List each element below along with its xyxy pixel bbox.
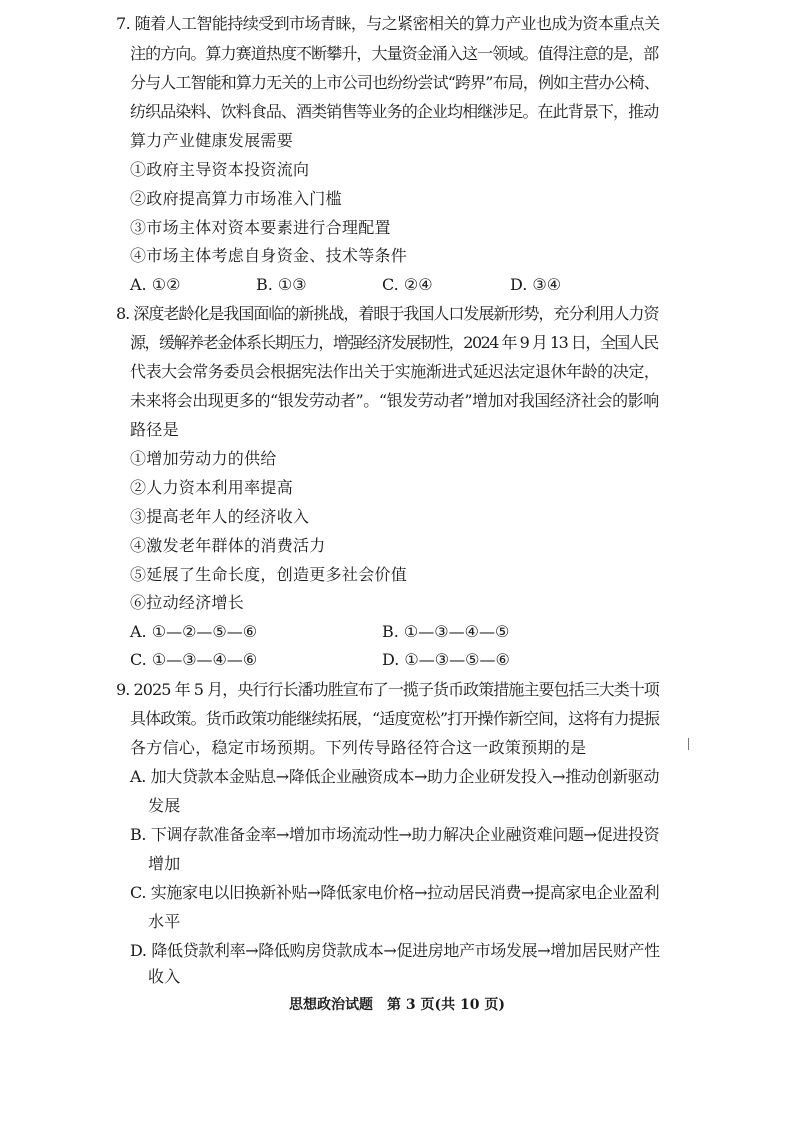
q9-option-a-line-1: A. 加大贷款本金贴息→降低企业融资成本→助力企业研发投入→推动创新驱动 [130, 767, 660, 786]
q8-line-1: 8. 深度老龄化是我国面临的新挑战，着眼于我国人口发展新形势，充分利用人力资 [116, 304, 659, 323]
q7-line-5: 算力产业健康发展需要 [130, 131, 294, 150]
q8-item-1: ①增加劳动力的供给 [130, 449, 277, 468]
q8-option-d[interactable]: D. ①—③—⑤—⑥ [382, 650, 510, 669]
q7-item-4: ④市场主体考虑自身资金、技术等条件 [130, 246, 408, 265]
q7-option-d[interactable]: D. ③④ [510, 275, 562, 294]
q7-item-1: ①政府主导资本投资流向 [130, 160, 310, 179]
q7-option-a[interactable]: A. ①② [130, 275, 181, 294]
q9-line-1: 9. 2025 年 5 月，央行行长潘功胜宣布了一揽子货币政策措施主要包括三大类十项 [116, 680, 659, 699]
q7-line-2: 注的方向。算力赛道热度不断攀升，大量资金涌入这一领域。值得注意的是，部 [130, 44, 659, 63]
margin-mark [688, 738, 689, 750]
q9-line-2: 具体政策。货币政策功能继续拓展，“适度宽松”打开操作新空间，这将有力提振 [130, 709, 659, 728]
q9-option-d-line-2: 收入 [148, 967, 181, 986]
q8-option-a[interactable]: A. ①—②—⑤—⑥ [130, 622, 258, 641]
q9-option-b-line-2: 增加 [148, 854, 181, 873]
q8-line-5: 路径是 [130, 420, 179, 439]
page-footer: 思想政治试题 第 3 页(共 10 页) [289, 997, 505, 1013]
q7-option-b[interactable]: B. ①③ [256, 275, 307, 294]
q7-item-2: ②政府提高算力市场准入门槛 [130, 189, 342, 208]
q8-item-2: ②人力资本利用率提高 [130, 478, 294, 497]
q9-line-3: 各方信心，稳定市场预期。下列传导路径符合这一政策预期的是 [130, 738, 587, 757]
q8-line-2: 源，缓解养老金体系长期压力，增强经济发展韧性，2024 年 9 月 13 日，全国人民 [130, 333, 658, 352]
q8-line-3: 代表大会常务委员会根据宪法作出关于实施渐进式延迟法定退休年龄的决定， [130, 362, 660, 381]
q9-option-a-line-2: 发展 [148, 796, 181, 815]
q9-option-c-line-1: C. 实施家电以旧换新补贴→降低家电价格→拉动居民消费→提高家电企业盈利 [130, 883, 660, 902]
q8-item-3: ③提高老年人的经济收入 [130, 507, 310, 526]
q8-line-4: 未来将会出现更多的“银发劳动者”。“银发劳动者”增加对我国经济社会的影响 [130, 391, 659, 410]
q8-option-c[interactable]: C. ①—③—④—⑥ [130, 650, 258, 669]
q9-option-d-line-1: D. 降低贷款利率→降低购房贷款成本→促进房地产市场发展→增加居民财产性 [130, 941, 660, 960]
q7-line-4: 纺织品染料、饮料食品、酒类销售等业务的企业均相继涉足。在此背景下，推动 [130, 102, 659, 121]
q8-item-4: ④激发老年群体的消费活力 [130, 536, 326, 555]
q7-line-1: 7. 随着人工智能持续受到市场青睐，与之紧密相关的算力产业也成为资本重点关 [116, 14, 660, 33]
q8-item-6: ⑥拉动经济增长 [130, 593, 245, 612]
q8-option-b[interactable]: B. ①—③—④—⑤ [382, 622, 510, 641]
q7-option-c[interactable]: C. ②④ [382, 275, 433, 294]
q9-option-c-line-2: 水平 [148, 912, 181, 931]
q9-option-b-line-1: B. 下调存款准备金率→增加市场流动性→助力解决企业融资难问题→促进投资 [130, 825, 660, 844]
q8-item-5: ⑤延展了生命长度，创造更多社会价值 [130, 565, 408, 584]
q7-line-3: 分与人工智能和算力无关的上市公司也纷纷尝试“跨界”布局，例如主营办公椅、 [130, 73, 659, 92]
q7-item-3: ③市场主体对资本要素进行合理配置 [130, 218, 391, 237]
